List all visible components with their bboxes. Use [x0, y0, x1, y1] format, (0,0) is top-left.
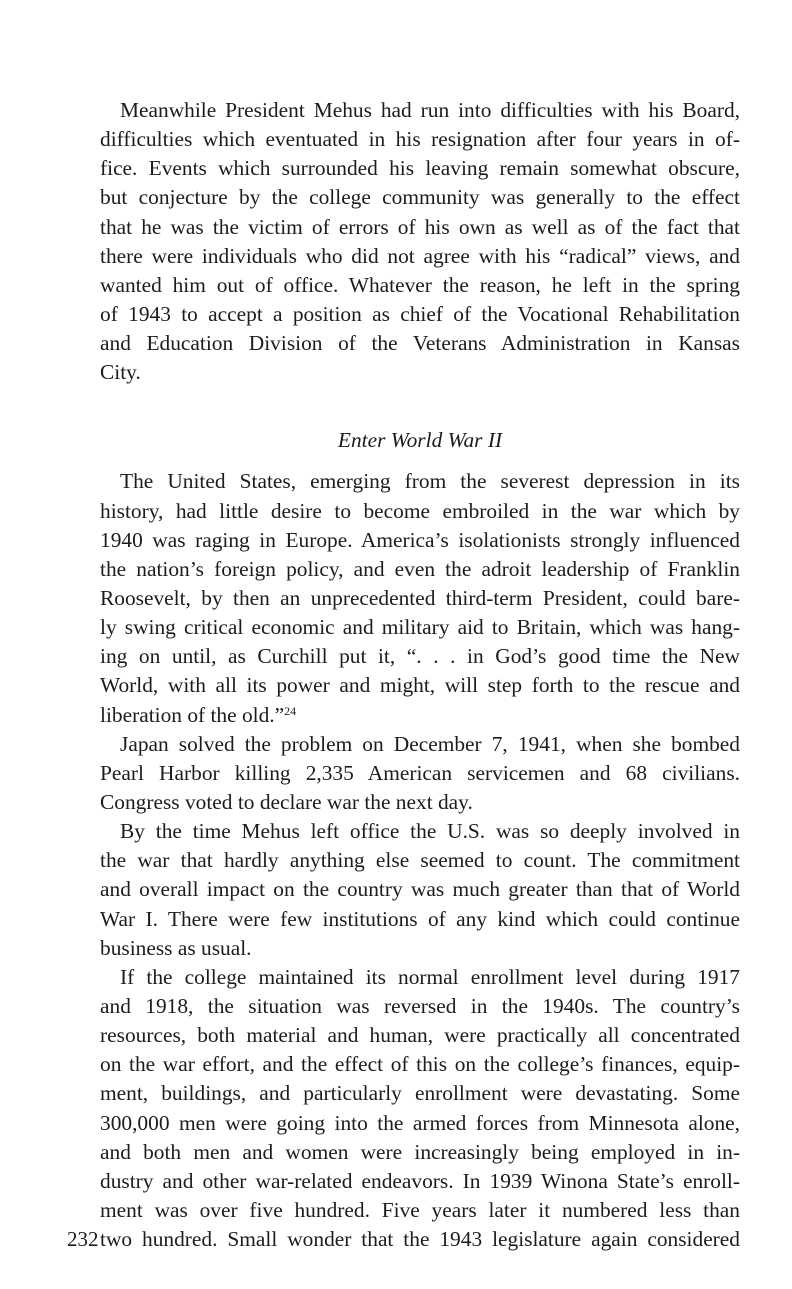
text-line: resources, both material and human, were practically all concentrated: [100, 1023, 740, 1048]
text-line: Roosevelt, by then an unprecedented third-term President, could bare-: [100, 585, 740, 610]
text-line: ing on until, as Curchill put it, “. . . in God’s good time the New: [100, 644, 740, 669]
paragraph-enrollment: [100, 963, 740, 1254]
text-line: Congress voted to declare war the next day.: [100, 789, 473, 814]
text-line: World, with all its power and might, will step forth to the rescue and: [100, 673, 740, 698]
text-line: there were individuals who did not agree with his “radical” views, and: [100, 243, 740, 268]
text-line: City.: [100, 360, 141, 385]
text-line: 1940 was raging in Europe. America’s isolationists strongly influenced: [100, 527, 740, 552]
paragraph-war-involvement: [100, 817, 740, 963]
text-line: By the time Mehus left office the U.S. was so deeply involved in: [120, 819, 740, 844]
text-line: dustry and other war-related endeavors. In 1939 Winona State’s enroll-: [100, 1168, 740, 1193]
paragraph-mehus-resignation: [100, 96, 740, 387]
text-line: business as usual.: [100, 935, 252, 960]
text-line: If the college maintained its normal enrollment level during 1917: [120, 964, 740, 989]
text-line: and 1918, the situation was reversed in the 1940s. The country’s: [100, 993, 740, 1018]
footnote-reference: 24: [284, 703, 297, 718]
text-line: on the war effort, and the effect of this on the college’s finances, equip-: [100, 1052, 740, 1077]
page-body: [100, 96, 740, 1254]
text-line: the nation’s foreign policy, and even the adroit leadership of Franklin: [100, 556, 740, 581]
text-line: the war that hardly anything else seemed to count. The commitment: [100, 848, 740, 873]
text-line: two hundred. Small wonder that the 1943 legislature again considered: [100, 1227, 740, 1252]
text-line: [100, 701, 740, 730]
text-line: ment was over five hundred. Five years later it numbered less than: [100, 1197, 740, 1222]
text-line: difficulties which eventuated in his resignation after four years in of-: [100, 127, 740, 152]
text-line: Pearl Harbor killing 2,335 American servicemen and 68 civilians.: [100, 760, 740, 785]
text-line: ment, buildings, and particularly enrollment were devastating. Some: [100, 1081, 740, 1106]
text-line: history, had little desire to become embroiled in the war which by: [100, 498, 740, 523]
text-line: that he was the victim of errors of his own as well as of the fact that: [100, 214, 740, 239]
text-line: wanted him out of office. Whatever the reason, he left in the spring: [100, 272, 740, 297]
text-line: Meanwhile President Mehus had run into difficulties with his Board,: [120, 98, 740, 122]
text-line: of 1943 to accept a position as chief of the Vocational Rehabilitation: [100, 301, 740, 326]
text-line: War I. There were few institutions of any kind which could continue: [100, 906, 740, 931]
text-line: 300,000 men were going into the armed forces from Minnesota alone,: [100, 1110, 740, 1135]
text-line: Japan solved the problem on December 7, 1941, when she bombed: [120, 731, 740, 756]
section-heading: Enter World War II: [337, 428, 503, 453]
text-line: and overall impact on the country was much greater than that of World: [100, 877, 740, 902]
page-number: 232: [67, 1227, 99, 1251]
text-line: and both men and women were increasingly being employed in in-: [100, 1139, 740, 1164]
text-line: The United States, emerging from the severest depression in its: [120, 469, 740, 494]
paragraph-united-states: [100, 467, 740, 729]
paragraph-pearl-harbor: [100, 730, 740, 817]
text-line: and Education Division of the Veterans Administration in Kansas: [100, 331, 740, 356]
text-line: ly swing critical economic and military aid to Britain, which was hang-: [100, 615, 740, 640]
text-line-content: liberation of the old.”: [100, 702, 285, 727]
text-line: but conjecture by the college community was generally to the effect: [100, 185, 740, 210]
text-line: fice. Events which surrounded his leaving remain somewhat obscure,: [100, 156, 740, 181]
